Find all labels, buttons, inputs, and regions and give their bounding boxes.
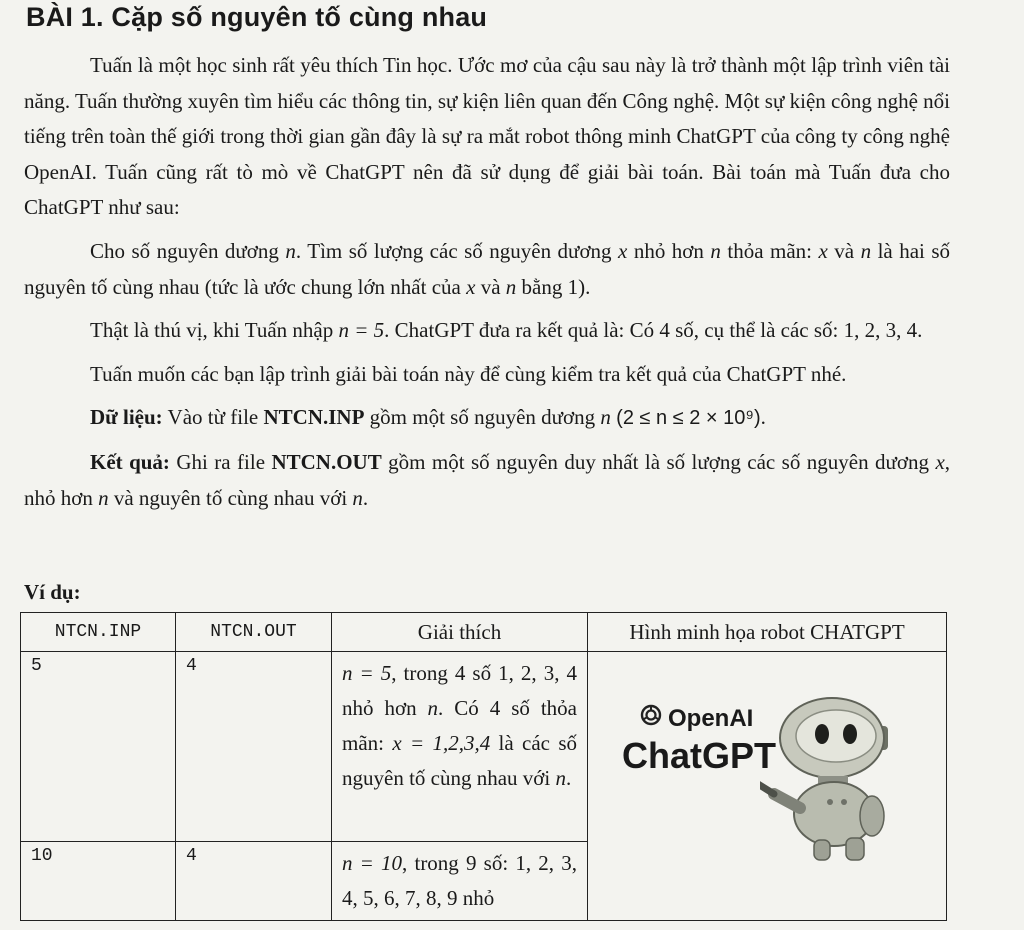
cell-explanation: n = 5, trong 4 số 1, 2, 3, 4 nhỏ hơn n. Có 4 số thỏa mãn: x = 1,2,3,4 là các số nguyên tố cùng nhau với n. [332, 652, 588, 842]
cell-explanation: n = 10, trong 9 số: 1, 2, 3, 4, 5, 6, 7, 8, 9 nhỏ [332, 842, 588, 921]
request-paragraph: Tuấn muốn các bạn lập trình giải bài toán này để cùng kiểm tra kết quả của ChatGPT nhé. [90, 361, 847, 386]
input-constraint: (2 ≤ n ≤ 2 × 10⁹) [616, 407, 761, 430]
input-spec-paragraph: Dữ liệu: Vào từ file NTCN.INP gồm một số nguyên dương n (2 ≤ n ≤ 2 × 10⁹). [90, 405, 766, 430]
table-row [21, 652, 947, 842]
example-label: Ví dụ: [24, 580, 81, 604]
problem-title: BÀI 1. Cặp số nguyên tố cùng nhau [26, 2, 488, 32]
cell-illustration [588, 652, 947, 921]
example-table [20, 612, 947, 921]
cell-output: 4 [176, 842, 332, 921]
header-illustration: Hình minh họa robot CHATGPT [588, 613, 947, 652]
header-output: NTCN.OUT [176, 613, 332, 652]
table-header-row [21, 613, 947, 652]
robot-icon [760, 696, 910, 872]
cell-input: 10 [21, 842, 176, 921]
chatgpt-product-text: ChatGPT [622, 735, 777, 776]
header-input: NTCN.INP [21, 613, 176, 652]
chatgpt-logo [622, 704, 776, 777]
intro-paragraph: Tuấn là một học sinh rất yêu thích Tin học. Ước mơ của cậu sau này là trở thành một lập trình viên tài năng. Tuấn thường xuyên tìm hiểu các thông tin, sự kiện liên quan đến Công nghệ. Một sự kiện công nghệ nổi tiếng trên toàn thế giới trong thời gian gần đây là sự ra mắt robot thông minh ChatGPT của công ty công nghệ OpenAI. Tuấn cũng rất tò mò về ChatGPT nên đã sử dụng để giải bài toán. Bài toán mà Tuấn đưa cho ChatGPT như sau: [24, 53, 950, 220]
openai-brand-text: OpenAI [668, 704, 754, 732]
example-paragraph: Thật là thú vị, khi Tuấn nhập n = 5. ChatGPT đưa ra kết quả là: Có 4 số, cụ thể là các số: 1, 2, 3, 4. [90, 318, 923, 343]
openai-logo-icon [640, 704, 662, 733]
problem-statement [24, 48, 950, 516]
header-explanation: Giải thích [332, 613, 588, 652]
cell-input: 5 [21, 652, 176, 842]
output-spec-paragraph: Kết quả: Ghi ra file NTCN.OUT gồm một số nguyên duy nhất là số lượng các số nguyên dương x, nhỏ hơn n và nguyên tố cùng nhau với n. [24, 449, 951, 510]
task-paragraph: Cho số nguyên dương n. Tìm số lượng các số nguyên dương x nhỏ hơn n thỏa mãn: x và n là hai số nguyên tố cùng nhau (tức là ước chung lớn nhất của x và n bằng 1). [24, 238, 951, 299]
cell-output: 4 [176, 652, 332, 842]
